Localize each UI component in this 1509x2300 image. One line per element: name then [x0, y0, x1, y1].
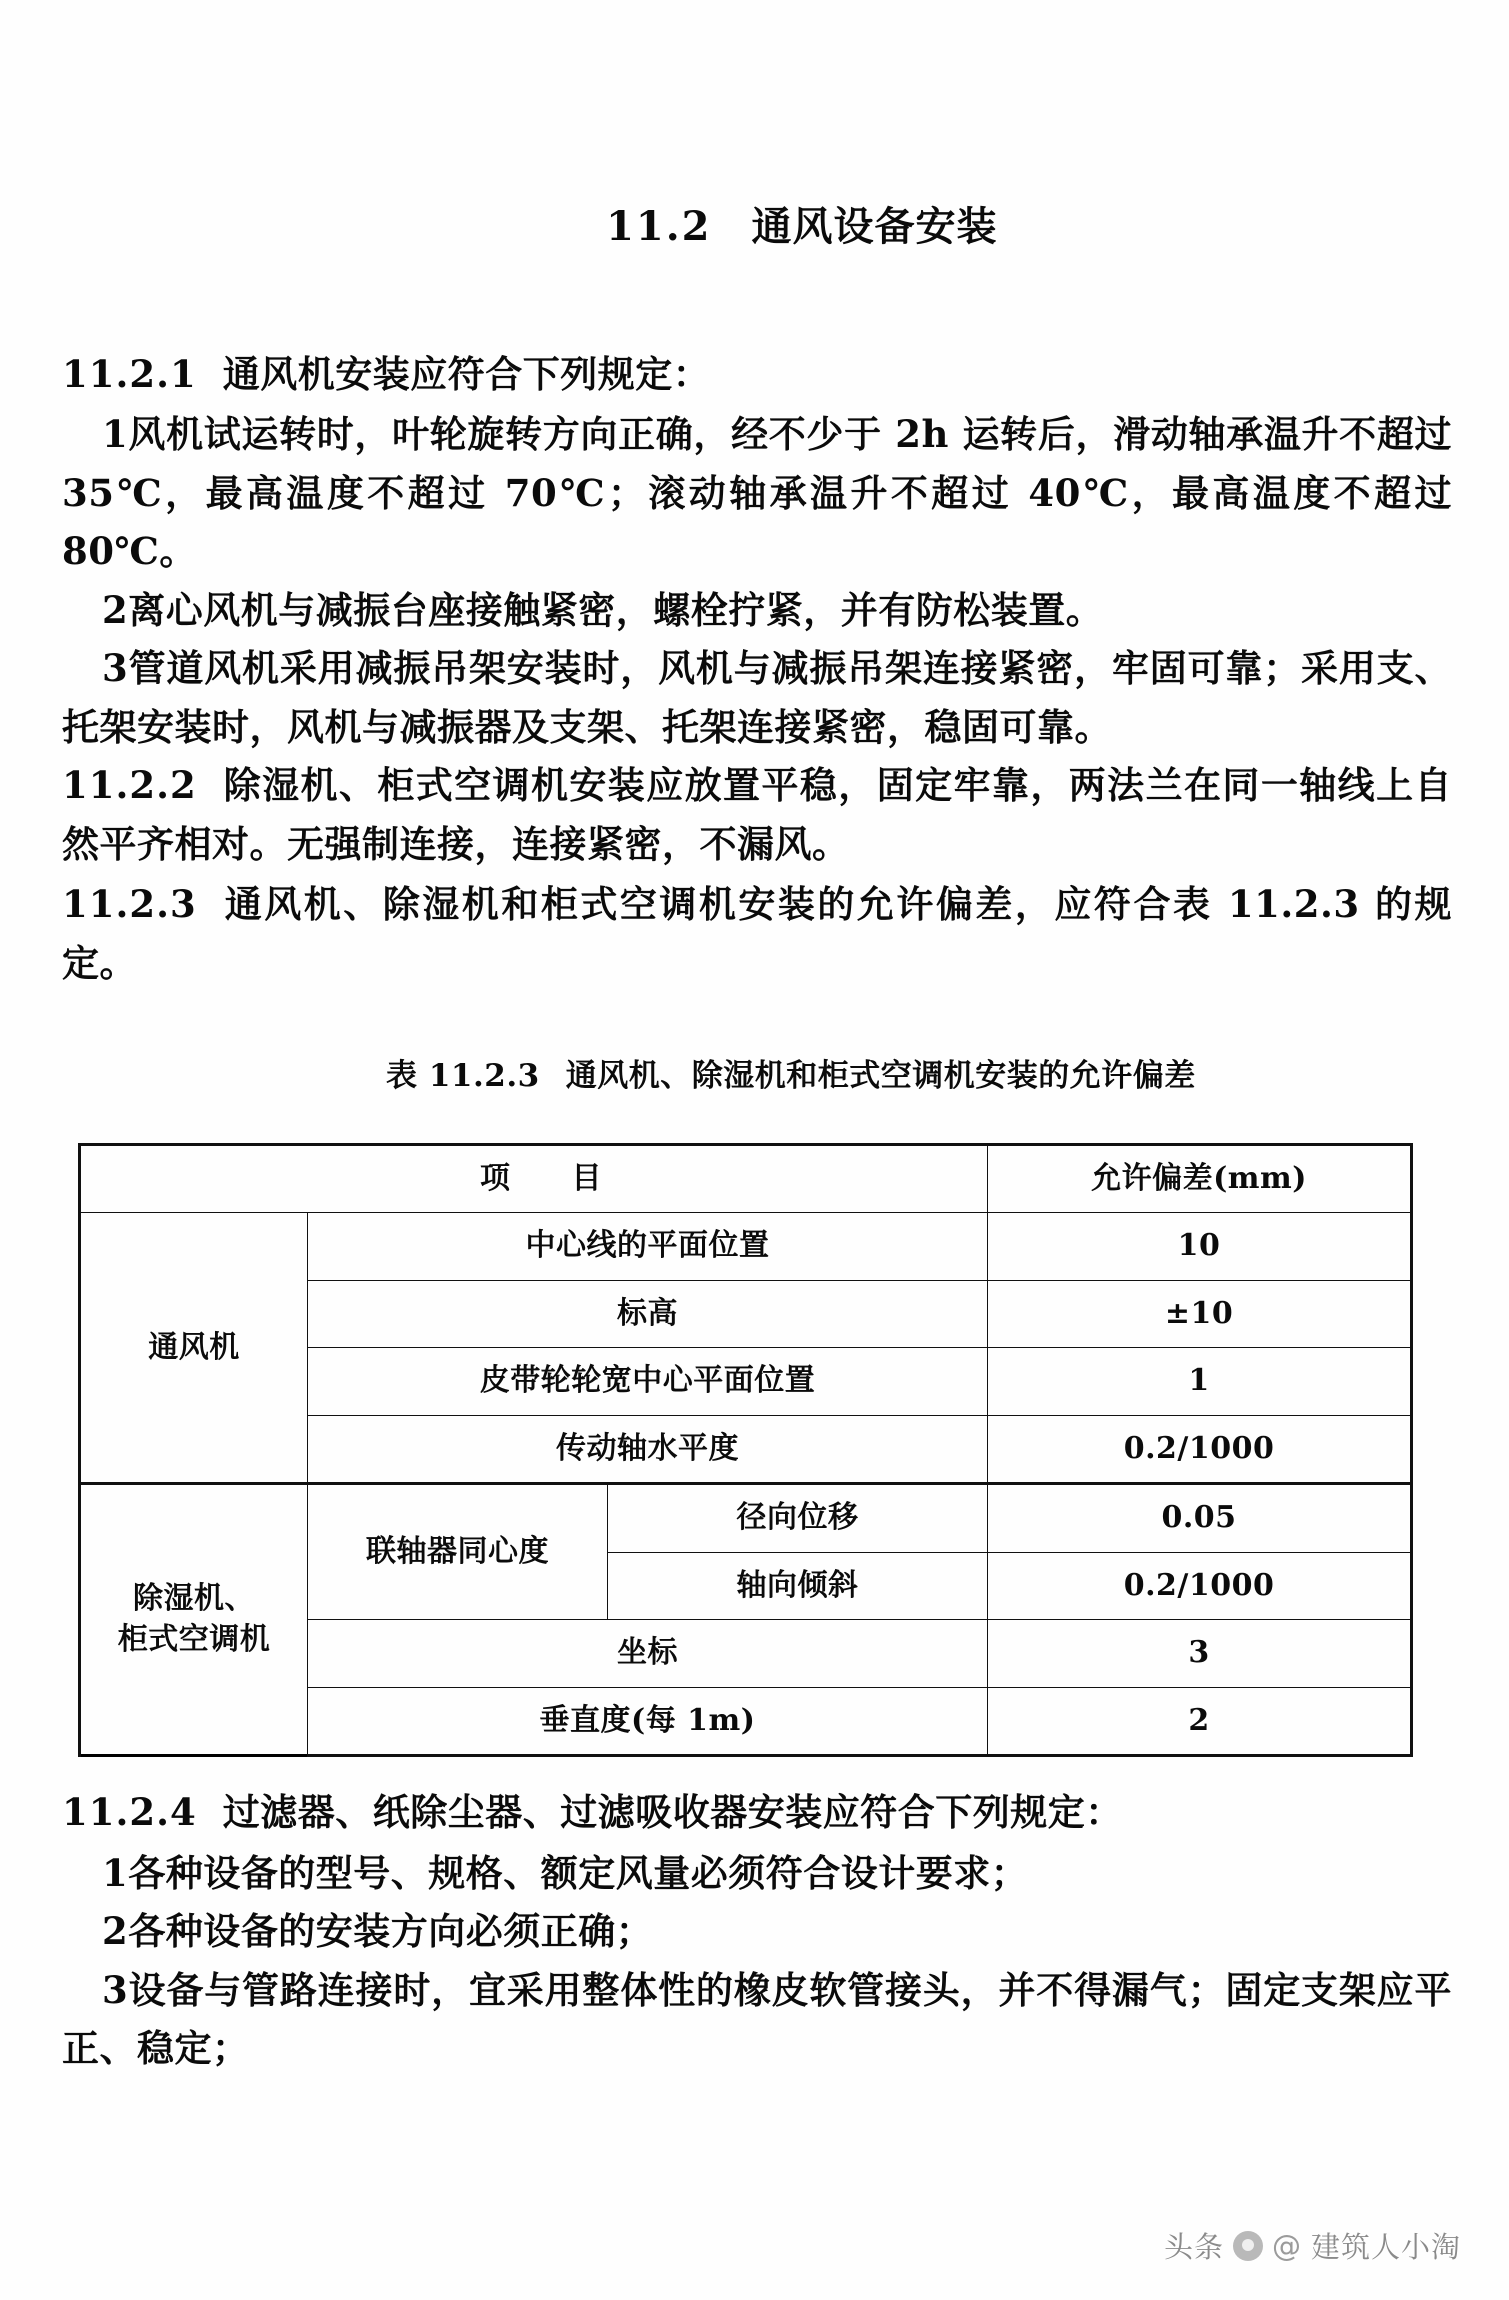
table-caption	[62, 1014, 1452, 1131]
clause-number: 11.2.3	[62, 882, 197, 927]
table-header-tolerance: 允许偏差(mm)	[988, 1144, 1412, 1213]
row-item: 标高	[308, 1280, 988, 1348]
row-value: 1	[988, 1348, 1412, 1416]
item-marker: 2	[102, 587, 129, 632]
clause-11-2-1-item-2	[62, 581, 1452, 639]
row-item: 皮带轮轮宽中心平面位置	[308, 1348, 988, 1416]
row-item: 传动轴水平度	[308, 1415, 988, 1484]
row-value: 0.2/1000	[988, 1415, 1412, 1484]
group-name-line-2: 柜式空调机	[117, 1621, 271, 1657]
item-marker: 3	[102, 646, 129, 691]
row-subgroup-coupling-concentricity: 联轴器同心度	[308, 1484, 608, 1620]
item-text: 管道风机采用减振吊架安装时，风机与减振吊架连接紧密，牢固可靠；采用支、托架安装时，风机与减振器及支架、托架连接紧密，稳固可靠。	[62, 646, 1452, 749]
item-marker: 3	[102, 1967, 129, 2012]
table-caption-label: 表 11.2.3	[386, 1057, 540, 1094]
item-marker: 2	[102, 1909, 129, 1954]
clause-11-2-4-item-1	[62, 1844, 1452, 1902]
clause-number: 11.2.1	[62, 352, 197, 396]
row-value: 0.2/1000	[988, 1552, 1412, 1620]
clause-11-2-4-item-3	[62, 1961, 1452, 2078]
clause-text: 过滤器、纸除尘器、过滤吸收器安装应符合下列规定：	[222, 1790, 1123, 1835]
tolerance-table	[78, 1143, 1413, 1758]
clause-11-2-1	[62, 345, 1452, 403]
row-value: 2	[988, 1687, 1412, 1756]
item-marker: 1	[102, 1850, 129, 1895]
clause-11-2-4-item-2	[62, 1902, 1452, 1960]
clause-11-2-3	[62, 875, 1452, 992]
item-marker: 1	[102, 412, 129, 457]
watermark	[1164, 2225, 1461, 2266]
row-value: 10	[988, 1213, 1412, 1281]
row-item: 坐标	[308, 1620, 988, 1688]
row-item: 中心线的平面位置	[308, 1213, 988, 1281]
section-title-number: 11.2	[606, 203, 712, 250]
clause-text: 除湿机、柜式空调机安装应放置平稳，固定牢靠，两法兰在同一轴线上自然平齐相对。无强制连接，连接紧密，不漏风。	[62, 763, 1452, 866]
group-name-dehumidifier-cabinet-ac	[80, 1484, 308, 1756]
row-item: 垂直度(每 1m)	[308, 1687, 988, 1756]
row-item: 径向位移	[608, 1484, 988, 1553]
clause-number: 11.2.4	[62, 1790, 197, 1835]
watermark-separator: @	[1271, 2228, 1302, 2263]
clause-number: 11.2.2	[62, 763, 197, 808]
table-caption-text: 通风机、除湿机和柜式空调机安装的允许偏差	[565, 1057, 1196, 1094]
row-value: 3	[988, 1620, 1412, 1688]
item-text: 风机试运转时，叶轮旋转方向正确，经不少于 2h 运转后，滑动轴承温升不超过 35℃，最高温度不超过 70℃；滚动轴承温升不超过 40℃，最高温度不超过 80℃。	[62, 412, 1452, 574]
clause-11-2-1-item-3	[62, 639, 1452, 756]
row-item: 轴向倾斜	[608, 1552, 988, 1620]
item-text: 各种设备的型号、规格、额定风量必须符合设计要求；	[128, 1850, 1029, 1895]
page-content	[62, 0, 1452, 2078]
row-value: 0.05	[988, 1484, 1412, 1553]
clause-11-2-1-item-1	[62, 405, 1452, 580]
clause-text: 通风机安装应符合下列规定：	[222, 352, 711, 396]
table-row	[80, 1484, 1412, 1553]
watermark-author: 建筑人小淘	[1310, 2230, 1461, 2264]
row-value: ±10	[988, 1280, 1412, 1348]
item-text: 离心风机与减振台座接触紧密，螺栓拧紧，并有防松装置。	[128, 587, 1104, 632]
watermark-source: 头条	[1163, 2230, 1224, 2264]
section-title	[62, 148, 1452, 299]
clause-11-2-4	[62, 1783, 1452, 1841]
table-header-item: 项 目	[80, 1144, 988, 1213]
clause-11-2-2	[62, 756, 1452, 873]
group-name-line-1: 除湿机、	[133, 1581, 255, 1617]
item-text: 设备与管路连接时，宜采用整体性的橡皮软管接头，并不得漏气；固定支架应平正、稳定；	[62, 1967, 1452, 2071]
watermark-logo-icon	[1233, 2231, 1263, 2261]
item-text: 各种设备的安装方向必须正确；	[128, 1909, 654, 1954]
table-header-row	[80, 1144, 1412, 1213]
table-row	[80, 1213, 1412, 1281]
section-title-text: 通风设备安装	[751, 203, 998, 250]
group-name-fan: 通风机	[80, 1213, 308, 1484]
clause-text: 通风机、除湿机和柜式空调机安装的允许偏差，应符合表 11.2.3 的规定。	[62, 882, 1452, 985]
